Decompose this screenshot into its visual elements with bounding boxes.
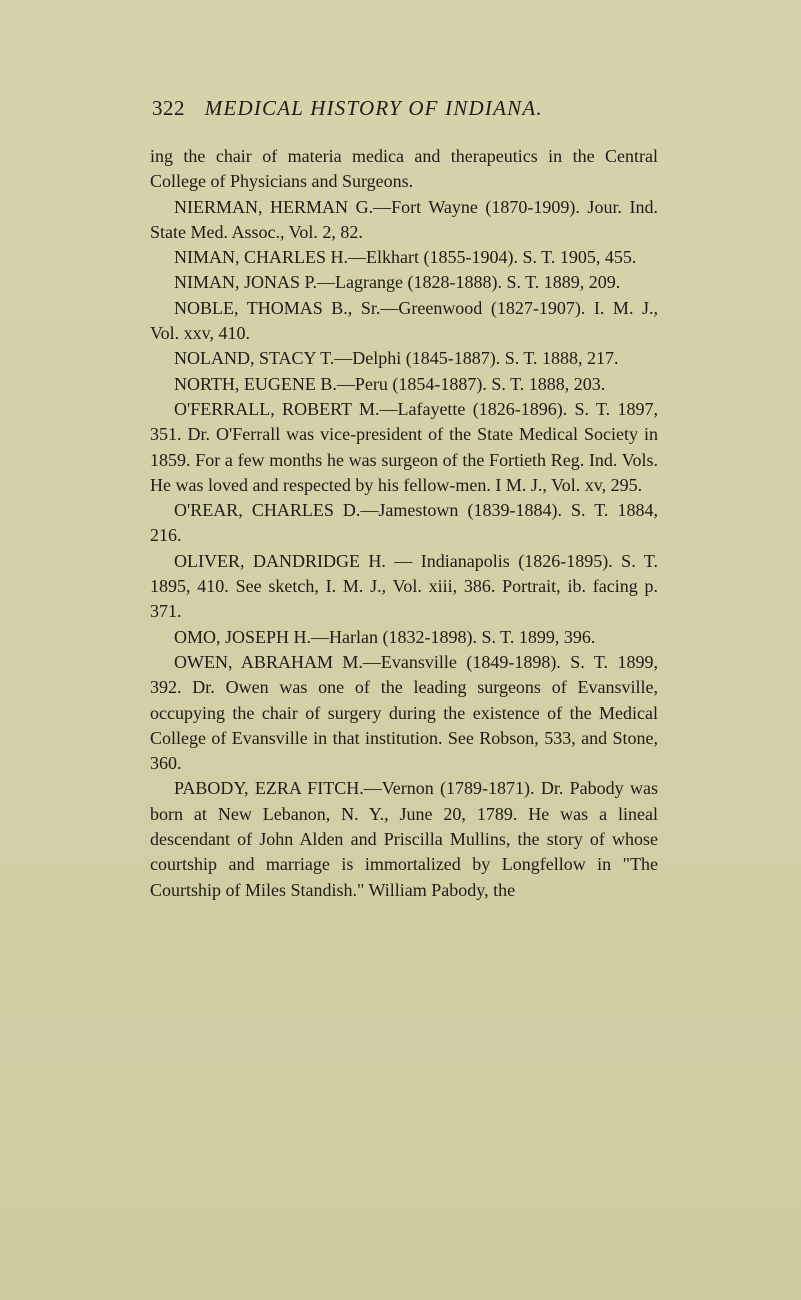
entry-orear-charles: O'REAR, CHARLES D.—Jamestown (1839-1884). S. T. 1884, 216. — [150, 500, 658, 546]
running-title: MEDICAL HISTORY OF INDIANA. — [204, 96, 543, 120]
entry-oliver-dandridge: OLIVER, DANDRIDGE H. — Indianapolis (1826-1895). S. T. 1895, 410. See sketch, I. M. J., Vol. xiii, 386. Portrait, ib. facing p. 371. — [150, 550, 658, 622]
entry-omo-joseph: OMO, JOSEPH H.—Harlan (1832-1898). S. T. 1899, 396. — [174, 626, 596, 647]
entry-pabody-ezra: PABODY, EZRA FITCH.—Vernon (1789-1871). Dr. Pabody was born at New Lebanon, N. Y., June 20, 1789. He was a lineal descendant of John Alden and Priscilla Mullins, the story of whose courtship and marriage is immortalized by Longfellow in "The Courtship of Miles Standish." William Pabody, the — [150, 778, 658, 900]
running-header — [152, 96, 652, 121]
entry-noland-stacy: NOLAND, STACY T.—Delphi (1845-1887). S. T. 1888, 217. — [174, 348, 619, 369]
entry-continuation: ing the chair of materia medica and therapeutics in the Central College of Physicians and Surgeons. — [150, 146, 658, 192]
entry-niman-charles: NIMAN, CHARLES H.—Elkhart (1855-1904). S. T. 1905, 455. — [174, 247, 637, 268]
entry-owen-abraham: OWEN, ABRAHAM M.—Evansville (1849-1898). S. T. 1899, 392. Dr. Owen was one of the leading surgeons of Evansville, occupying the chair of surgery during the existence of the Medical College of Evansville in that institution. See Robson, 533, and Stone, 360. — [150, 651, 658, 774]
entry-niman-jonas: NIMAN, JONAS P.—Lagrange (1828-1888). S. T. 1889, 209. — [174, 272, 621, 293]
page-number: 322 — [152, 96, 185, 120]
entry-nierman-herman: NIERMAN, HERMAN G.—Fort Wayne (1870-1909). Jour. Ind. State Med. Assoc., Vol. 2, 82. — [150, 196, 658, 242]
entry-oferrall-robert: O'FERRALL, ROBERT M.—Lafayette (1826-1896). S. T. 1897, 351. Dr. O'Ferrall was vice-president of the State Medical Society in 1859. For a few months he was surgeon of the Fortieth Reg. Ind. Vols. He was loved and respected by his fellow-men. I M. J., Vol. xv, 295. — [150, 398, 658, 495]
entry-noble-thomas: NOBLE, THOMAS B., Sr.—Greenwood (1827-1907). I. M. J., Vol. xxv, 410. — [150, 297, 658, 344]
body-text — [150, 144, 658, 903]
entry-north-eugene: NORTH, EUGENE B.—Peru (1854-1887). S. T. 1888, 203. — [174, 373, 606, 394]
